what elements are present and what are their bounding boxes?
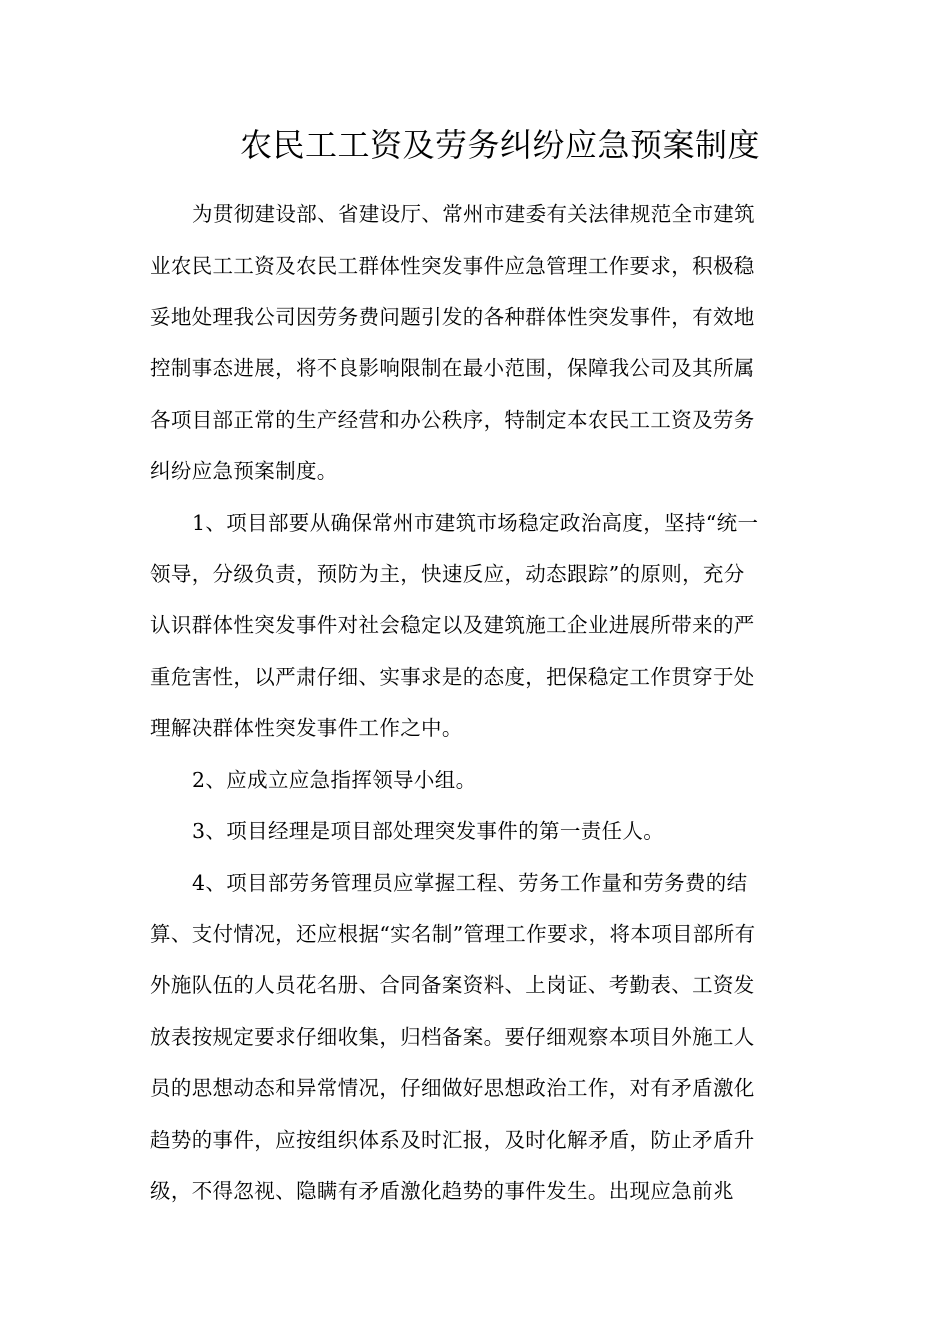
paragraph-line: 4、项目部劳务管理员应掌握工程、劳务工作量和劳务费的结: [192, 871, 748, 895]
paragraph-line: 员的思想动态和异常情况，仔细做好思想政治工作，对有矛盾激化: [150, 1076, 755, 1100]
paragraph-line: 控制事态进展，将不良影响限制在最小范围，保障我公司及其所属: [150, 356, 755, 380]
paragraph-line: 1、项目部要从确保常州市建筑市场稳定政治高度，坚持“统一: [192, 511, 759, 535]
document-title: 农民工工资及劳务纠纷应急预案制度: [240, 126, 761, 164]
paragraph-line: 放表按规定要求仔细收集，归档备案。要仔细观察本项目外施工人: [150, 1025, 755, 1049]
paragraph-line: 趋势的事件，应按组织体系及时汇报，及时化解矛盾，防止矛盾升: [150, 1128, 755, 1152]
paragraph-line: 级，不得忽视、隐瞒有矛盾激化趋势的事件发生。出现应急前兆: [150, 1179, 734, 1203]
paragraph-line: 外施队伍的人员花名册、合同备案资料、上岗证、考勤表、工资发: [150, 973, 755, 997]
paragraph-line: 各项目部正常的生产经营和办公秩序，特制定本农民工工资及劳务: [150, 408, 755, 432]
paragraph-line: 算、支付情况，还应根据“实名制”管理工作要求，将本项目部所有: [150, 922, 756, 946]
paragraph-line: 理解决群体性突发事件工作之中。: [150, 716, 463, 740]
paragraph-line: 为贯彻建设部、省建设厅、常州市建委有关法律规范全市建筑: [192, 202, 755, 226]
paragraph-line: 3、项目经理是项目部处理突发事件的第一责任人。: [192, 819, 665, 843]
paragraph-line: 2、应成立应急指挥领导小组。: [192, 768, 477, 792]
paragraph-line: 妥地处理我公司因劳务费问题引发的各种群体性突发事件，有效地: [150, 305, 755, 329]
paragraph-line: 重危害性，以严肃仔细、实事求是的态度，把保稳定工作贯穿于处: [150, 665, 755, 689]
paragraph-line: 纠纷应急预案制度。: [150, 459, 338, 483]
paragraph-line: 领导，分级负责，预防为主，快速反应，动态跟踪”的原则，充分: [150, 562, 745, 586]
paragraph-line: 业农民工工资及农民工群体性突发事件应急管理工作要求，积极稳: [150, 254, 755, 278]
paragraph-line: 认识群体性突发事件对社会稳定以及建筑施工企业进展所带来的严: [150, 613, 755, 637]
